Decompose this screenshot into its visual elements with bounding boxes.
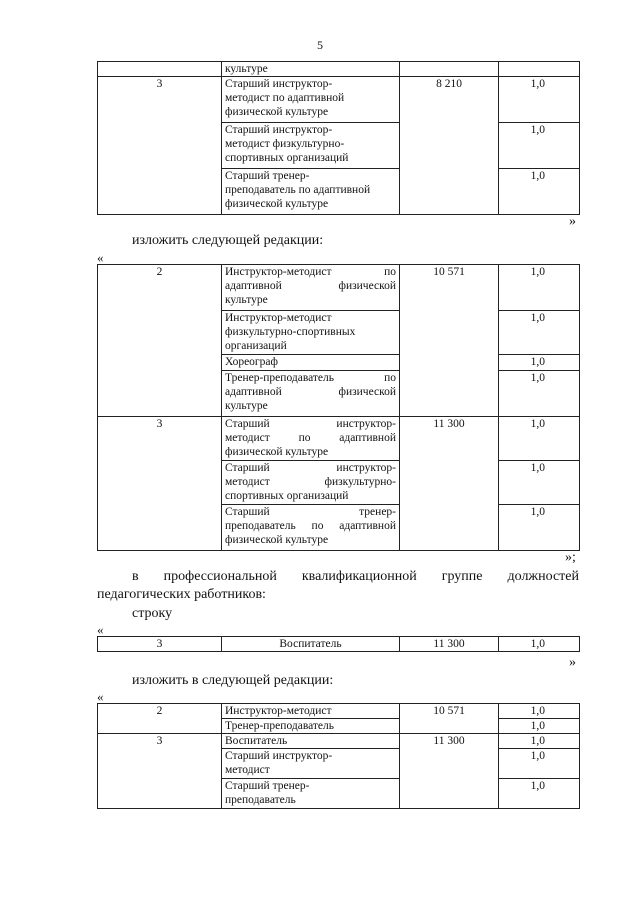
position-line: Инструктор-методист по: [225, 266, 396, 278]
salary-cell: [400, 62, 499, 77]
position-cell: [222, 77, 400, 123]
position-cell: [222, 169, 400, 215]
coef-cell: 1,0: [499, 417, 580, 461]
coef-cell: 1,0: [499, 265, 580, 311]
position-cell: [222, 749, 400, 779]
coef-cell: 1,0: [499, 461, 580, 505]
position-line: Инструктор-методист: [225, 312, 332, 324]
table-row: [98, 77, 580, 123]
level-cell: [98, 62, 222, 77]
position-cell: Воспитатель: [222, 734, 400, 749]
position-line: методист по адаптивной: [225, 92, 345, 104]
para-word: квалификационной: [301, 569, 417, 584]
position-line: Хореограф: [225, 356, 278, 368]
level-cell: 3: [98, 637, 222, 652]
position-line: организаций: [225, 340, 287, 352]
para-line: педагогических работников:: [97, 587, 266, 602]
level-cell: 2: [98, 704, 222, 734]
coef-cell: 1,0: [499, 734, 580, 749]
coef-cell: 1,0: [499, 779, 580, 809]
coef-cell: 1,0: [499, 355, 580, 371]
position-line: Старший тренер-: [225, 780, 310, 792]
position-cell: [222, 505, 400, 551]
level-cell: 3: [98, 734, 222, 809]
coef-cell: [499, 62, 580, 77]
position-line: культуре: [225, 400, 268, 412]
salary-cell: 10 571: [400, 265, 499, 417]
page-number: 5: [317, 38, 323, 52]
paragraph-amend-1: изложить следующей редакции:: [132, 233, 324, 248]
position-cell: [222, 355, 400, 371]
coef-cell: 1,0: [499, 505, 580, 551]
position-line: спортивных организаций: [225, 152, 349, 164]
coef-cell: 1,0: [499, 311, 580, 355]
position-line: физической культуре: [225, 106, 329, 118]
position-line: физкультурно-спортивных: [225, 326, 356, 338]
position-cell: [222, 123, 400, 169]
position-line: Старший тренер-: [225, 506, 396, 518]
position-line: Старший тренер-: [225, 170, 310, 182]
position-line: методист по адаптивной: [225, 432, 396, 444]
para-word: профессиональной: [163, 569, 277, 584]
coef-cell: 1,0: [499, 77, 580, 123]
salary-cell: 10 571: [400, 704, 499, 734]
position-line: Старший инструктор-: [225, 78, 333, 90]
opening-quote: «: [97, 250, 104, 265]
position-cell: Воспитатель: [222, 637, 400, 652]
closing-quote: »;: [565, 550, 576, 565]
position-line: адаптивной физической: [225, 280, 396, 292]
coef-cell: 1,0: [499, 637, 580, 652]
table-row: [98, 734, 580, 749]
position-line: преподаватель по адаптивной: [225, 184, 371, 196]
paragraph-row: строку: [132, 606, 173, 621]
table-row: [98, 637, 580, 652]
position-cell: Тренер-преподаватель: [222, 719, 400, 734]
table-row: [98, 62, 580, 77]
table-row: [98, 265, 580, 311]
position-line: преподаватель: [225, 794, 296, 806]
position-line: Старший инструктор-: [225, 124, 333, 136]
position-cell: [222, 461, 400, 505]
table-old-row: [97, 636, 580, 652]
level-cell: 3: [98, 417, 222, 551]
coef-cell: 1,0: [499, 123, 580, 169]
position-line: Старший инструктор-: [225, 750, 333, 762]
position-line: культуре: [225, 63, 268, 75]
position-line: Старший инструктор-: [225, 462, 396, 474]
coef-cell: 1,0: [499, 169, 580, 215]
table-row: [98, 704, 580, 719]
position-line: физической культуре: [225, 534, 329, 546]
position-line: физической культуре: [225, 446, 329, 458]
position-line: методист физкультурно-: [225, 138, 345, 150]
table-new-wording: [97, 264, 580, 551]
position-line: спортивных организаций: [225, 490, 349, 502]
paragraph-pkg-teachers: [97, 568, 579, 604]
closing-quote: »: [569, 214, 576, 229]
position-line: физической культуре: [225, 198, 329, 210]
para-word: в: [132, 569, 139, 584]
position-line: преподаватель по адаптивной: [225, 520, 396, 532]
opening-quote: «: [97, 689, 104, 704]
coef-cell: 1,0: [499, 719, 580, 734]
position-line: методист: [225, 764, 270, 776]
position-line: методист физкультурно-: [225, 476, 396, 488]
position-cell: [222, 371, 400, 417]
closing-quote: »: [569, 655, 576, 670]
salary-cell: 8 210: [400, 77, 499, 215]
level-cell: 3: [98, 77, 222, 215]
table-old-group-continuation: [97, 61, 580, 215]
position-cell: [222, 417, 400, 461]
coef-cell: 1,0: [499, 704, 580, 719]
position-cell: [222, 265, 400, 311]
paragraph-amend-2: изложить в следующей редакции:: [132, 673, 334, 688]
position-line: культуре: [225, 294, 268, 306]
coef-cell: 1,0: [499, 749, 580, 779]
position-line: Старший инструктор-: [225, 418, 396, 430]
salary-cell: 11 300: [400, 734, 499, 809]
level-cell: 2: [98, 265, 222, 417]
position-cell: [222, 62, 400, 77]
table-new-wording-2: [97, 703, 580, 809]
position-cell: [222, 311, 400, 355]
position-line: адаптивной физической: [225, 386, 396, 398]
position-cell: [222, 779, 400, 809]
para-word: должностей: [507, 569, 579, 584]
position-line: Тренер-преподаватель по: [225, 372, 396, 384]
opening-quote: «: [97, 622, 104, 637]
salary-cell: 11 300: [400, 637, 499, 652]
position-cell: Инструктор-методист: [222, 704, 400, 719]
para-word: группе: [441, 569, 483, 584]
salary-cell: 11 300: [400, 417, 499, 551]
coef-cell: 1,0: [499, 371, 580, 417]
table-row: [98, 417, 580, 461]
